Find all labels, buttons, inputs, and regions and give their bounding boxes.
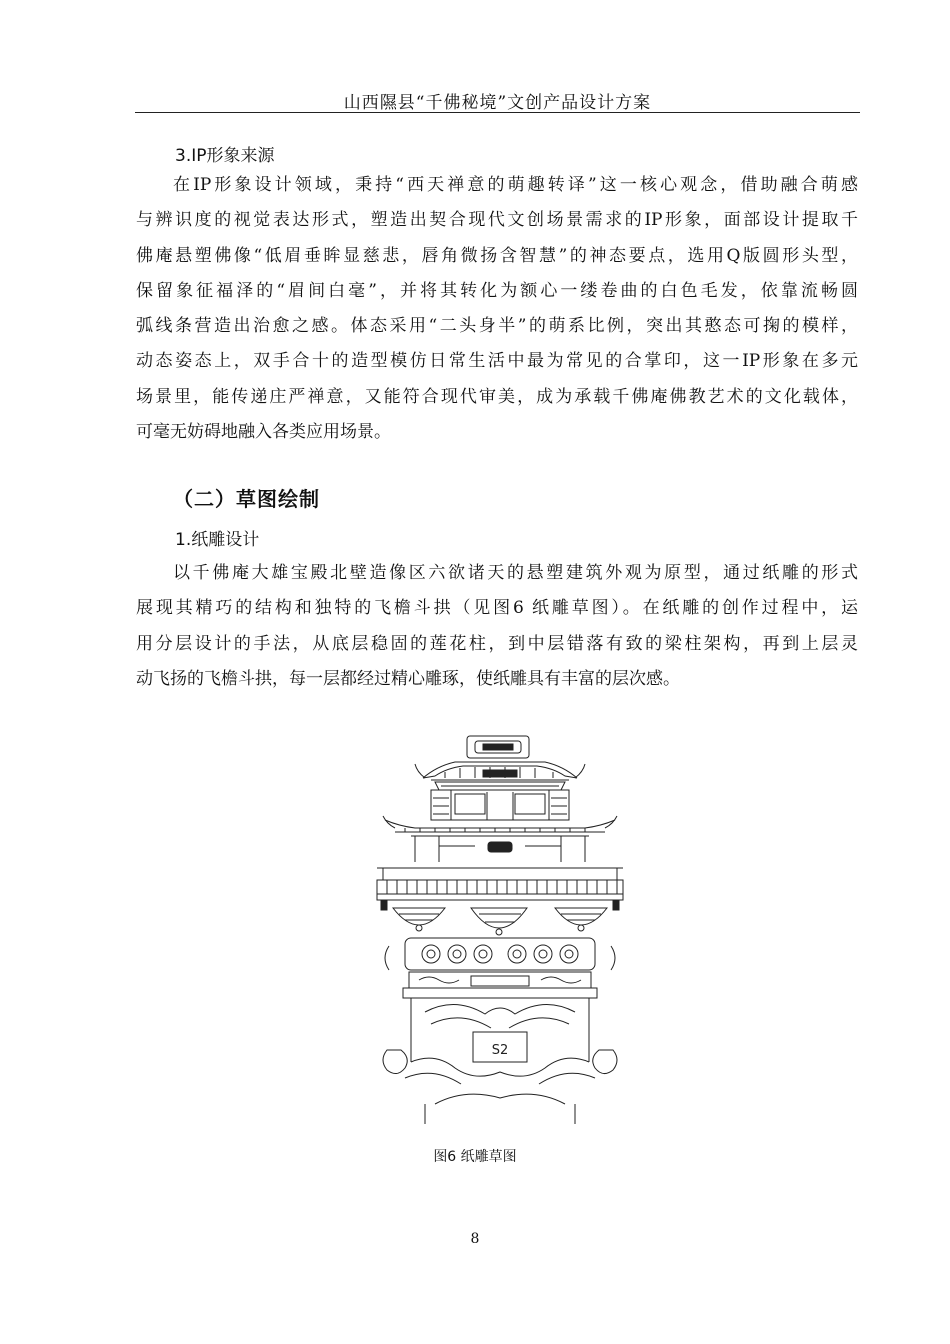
middle-roof xyxy=(383,816,617,862)
page-number: 8 xyxy=(470,1231,480,1247)
figure-caption: 图6 纸雕草图 xyxy=(433,1149,517,1165)
paragraph-line: 在IP形象设计领域，秉持“西天禅意的萌趣转译”这一核心观念，借助融合萌感 xyxy=(173,175,858,195)
paragraph-line: 场景里，能传递庄严禅意，又能符合现代审美，成为承载千佛庵佛教艺术的文化载体， xyxy=(136,386,858,407)
ip-source-heading: 3.IP形象来源 xyxy=(175,146,275,166)
paragraph-line: 动飞扬的飞檐斗拱，每一层都经过精心雕琢，使纸雕具有丰富的层次感。 xyxy=(136,668,680,689)
cloud-base xyxy=(383,998,617,1124)
paragraph-line: 用分层设计的手法，从底层稳固的莲花柱，到中层错落有致的梁柱架构，再到上层灵 xyxy=(136,633,858,654)
balcony-railing xyxy=(377,868,623,910)
base-glyph: S2 xyxy=(491,1043,509,1058)
paragraph-line: 保留象征福泽的“眉间白毫”，并将其转化为额心一缕卷曲的白色毛发，依靠流畅圆 xyxy=(136,280,858,301)
header-rule xyxy=(135,112,860,113)
paragraph-line: 与辨识度的视觉表达形式，塑造出契合现代文创场景需求的IP形象，面部设计提取千 xyxy=(136,210,858,231)
top-roof xyxy=(415,762,585,790)
paragraph-line: 以千佛庵大雄宝殿北壁造像区六欲诸天的悬塑建筑外观为原型，通过纸雕的形式 xyxy=(173,563,858,583)
upper-pavilion xyxy=(431,790,569,820)
paper-carving-sketch-figure xyxy=(375,732,625,1132)
running-header: 山西隰县“千佛秘境”文创产品设计方案 xyxy=(343,93,652,113)
lotus-brackets xyxy=(393,908,607,935)
paper-carving-paragraph xyxy=(136,556,858,697)
paragraph-line: 可毫无妨碍地融入各类应用场景。 xyxy=(136,422,391,443)
sketch-section-heading: （二）草图绘制 xyxy=(173,487,320,511)
paragraph-line: 动态姿态上，双手合十的造型模仿日常生活中最为常见的合掌印，这一IP形象在多元 xyxy=(136,351,858,372)
paragraph-line: 佛庵悬塑佛像“低眉垂眸显慈悲，唇角微扬含智慧”的神态要点，选用Q版圆形头型， xyxy=(136,245,858,266)
ip-source-paragraph xyxy=(136,168,858,450)
crest-plaque xyxy=(467,736,529,758)
paragraph-line: 展现其精巧的结构和独特的飞檐斗拱（见图6 纸雕草图）。在纸雕的创作过程中，运 xyxy=(136,598,858,619)
paragraph-line: 弧线条营造出治愈之感。体态采用“二头身半”的萌系比例，突出其憨态可掬的模样， xyxy=(136,316,858,337)
lower-frieze xyxy=(403,972,597,998)
paper-carving-subheading: 1.纸雕设计 xyxy=(175,530,260,550)
ornamental-band xyxy=(385,938,615,970)
